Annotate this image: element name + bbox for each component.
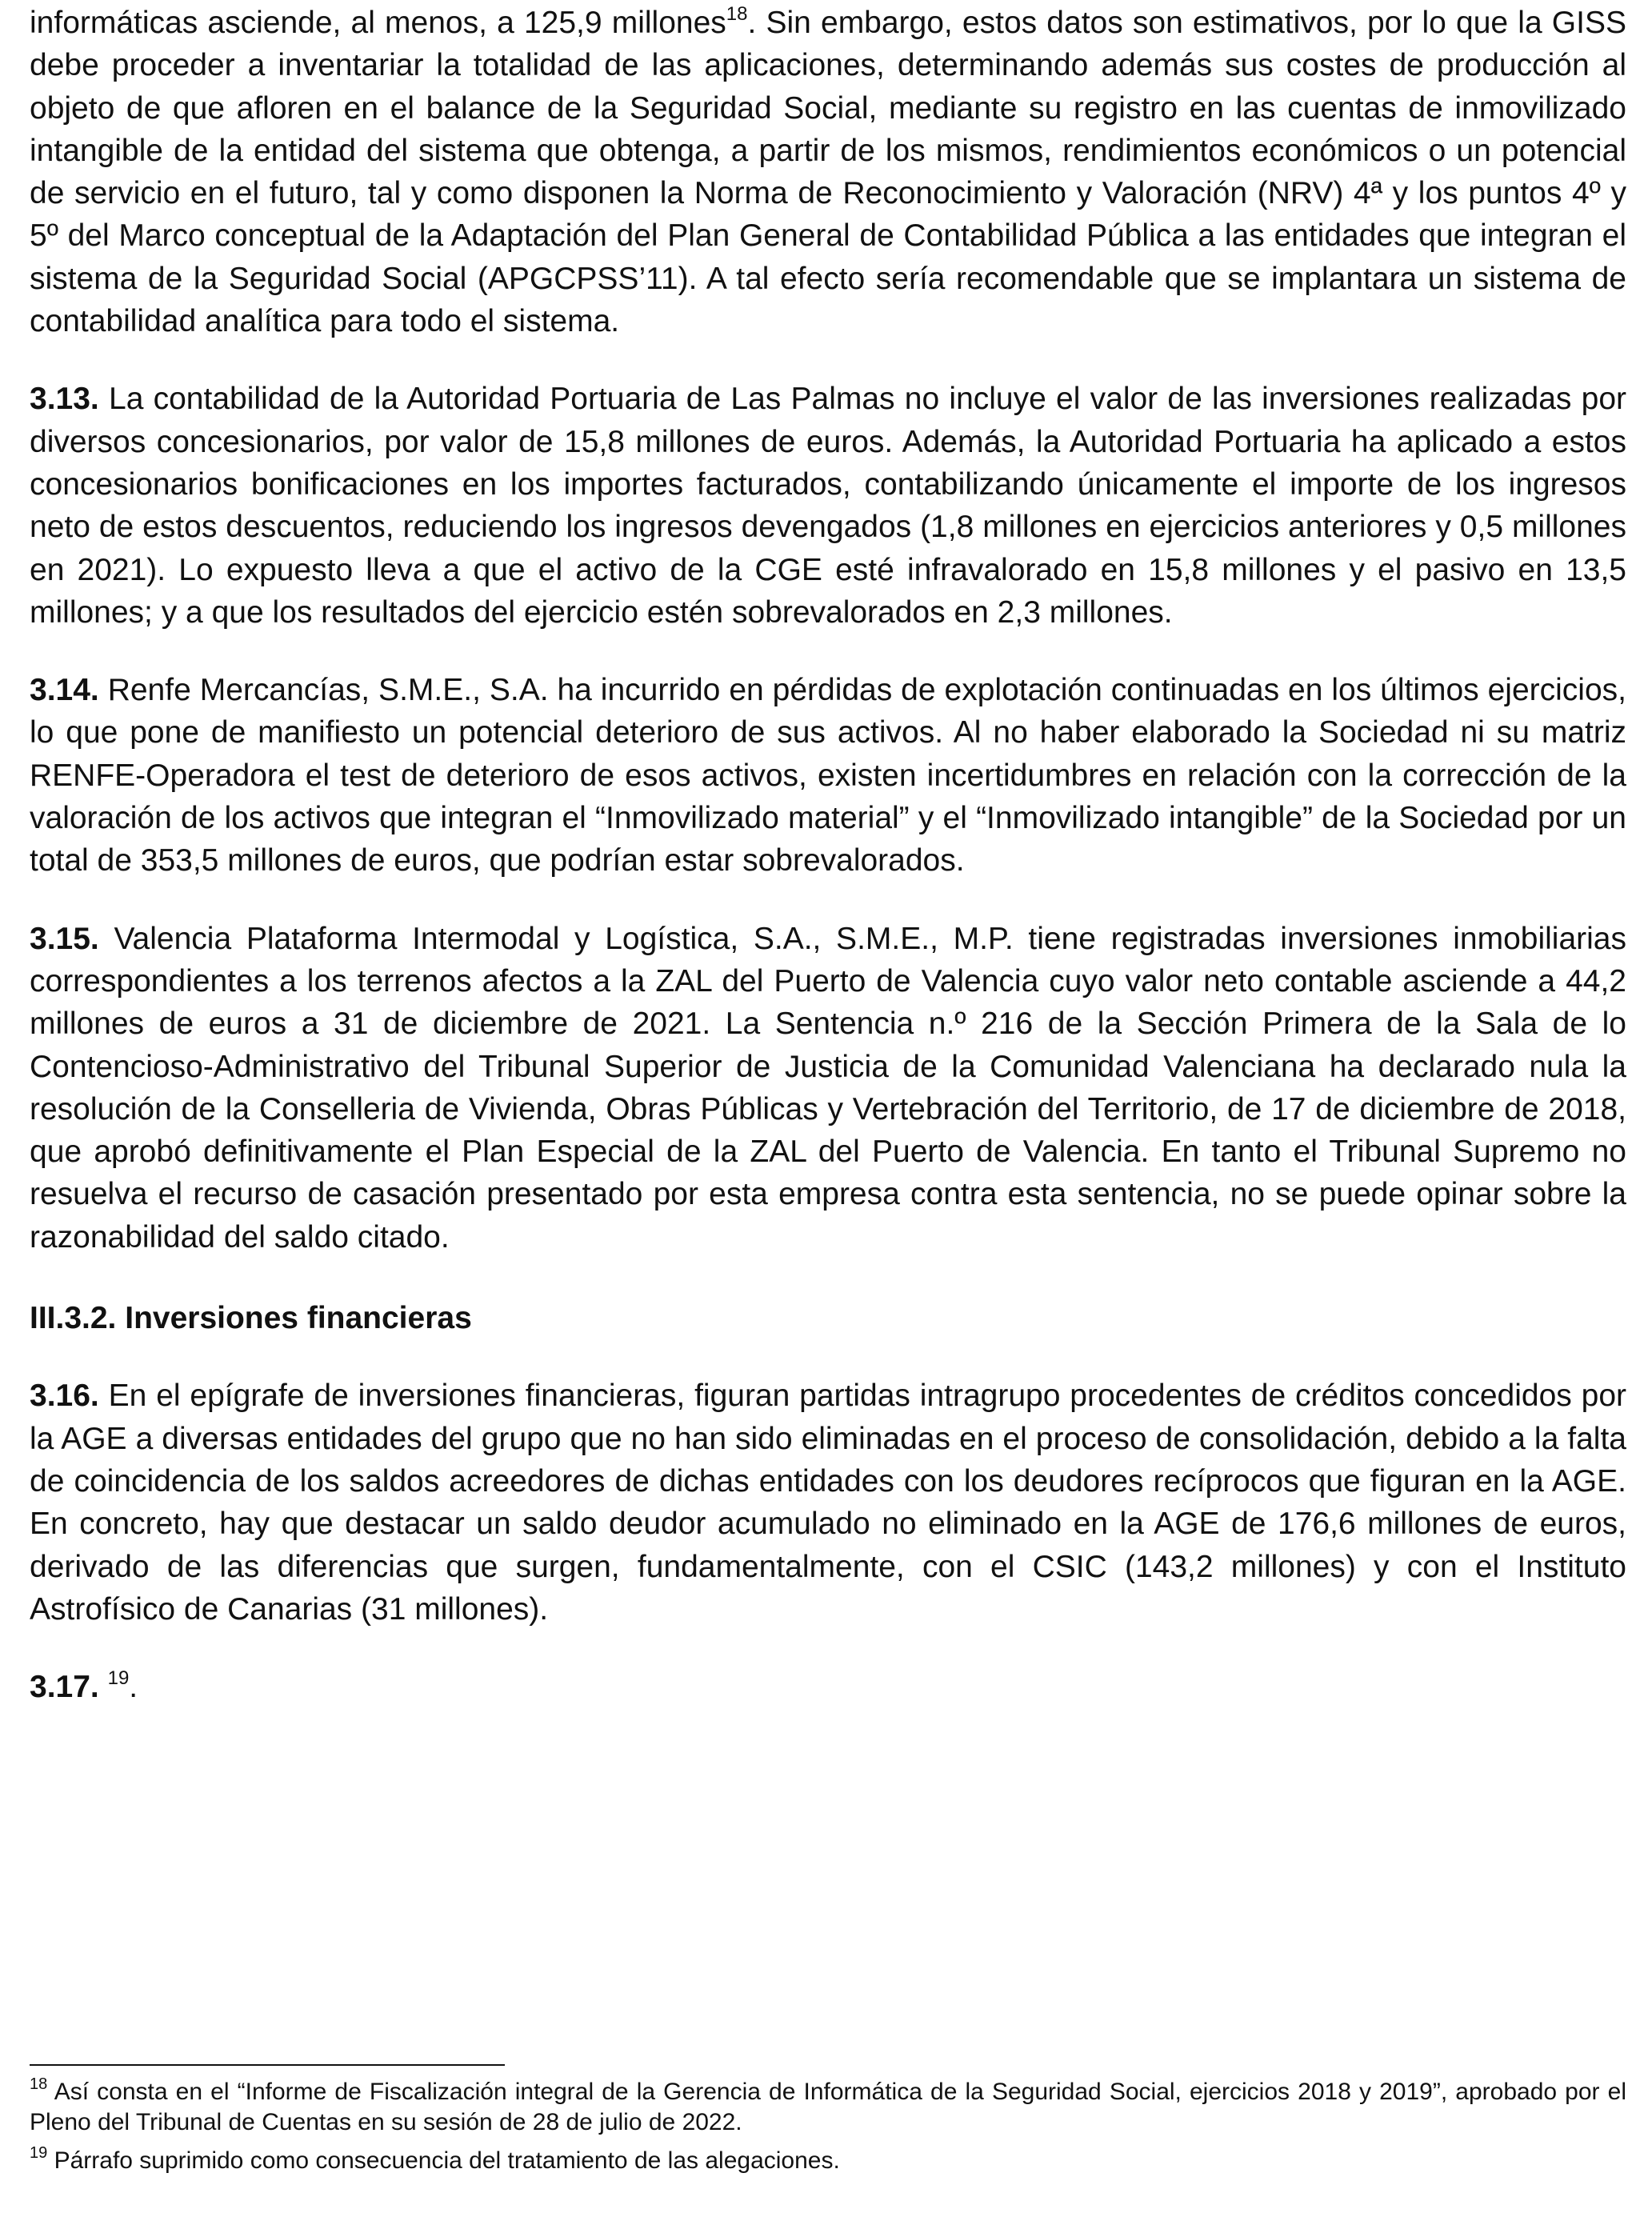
footnote-text: Párrafo suprimido como consecuencia del tratamiento de las alegaciones. (54, 2147, 840, 2174)
footnote-ref-18[interactable]: 18 (726, 3, 748, 25)
paragraph-number: 3.17. (30, 1670, 99, 1705)
paragraph-text: . (129, 1670, 138, 1705)
paragraph-3-14 (30, 669, 1626, 882)
intro-text-cont: . Sin embargo, estos datos son estimativos, por lo que la GISS debe proceder a inventariar la totalidad de las aplicaciones, determinando además sus costes de producción al objeto de que afloren en el balance de la Seguridad Social, mediante su registro en las cuentas de inmovilizado intangible de la entidad del sistema que obtenga, a partir de los mismos, rendimientos económicos o un potencial de servicio en el futuro, tal y como disponen la Norma de Reconocimiento y Valoración (NRV) 4ª y los puntos 4º y 5º del Marco conceptual de la Adaptación del Plan General de Contabilidad Pública a las entidades que integran el sistema de la Seguridad Social (APGCPSS’11). A tal efecto sería recomendable que se implantara un sistema de contabilidad analítica para todo el sistema. (30, 6, 1626, 339)
paragraph-text: Valencia Plataforma Intermodal y Logística, S.A., S.M.E., M.P. tiene registradas inversiones inmobiliarias correspondientes a los terrenos afectos a la ZAL del Puerto de Valencia cuyo valor neto contable asciende a 44,2 millones de euros a 31 de diciembre de 2021. La Sentencia n.º 216 de la Sección Primera de la Sala de lo Contencioso-Administrativo del Tribunal Superior de Justicia de la Comunidad Valenciana ha declarado nula la resolución de la Conselleria de Vivienda, Obras Públicas y Vertebración del Territorio, de 17 de diciembre de 2018, que aprobó definitivamente el Plan Especial de la ZAL del Puerto de Valencia. En tanto el Tribunal Supremo no resuelva el recurso de casación presentado por esta empresa contra esta sentencia, no se puede opinar sobre la razonabilidad del saldo citado. (30, 921, 1626, 1255)
paragraph-text: La contabilidad de la Autoridad Portuaria de Las Palmas no incluye el valor de las inversiones realizadas por diversos concesionarios, por valor de 15,8 millones de euros. Además, la Autoridad Portuaria ha aplicado a estos concesionarios bonificaciones en los importes facturados, contabilizando únicamente el importe de los ingresos neto de estos descuentos, reduciendo los ingresos devengados (1,8 millones en ejercicios anteriores y 0,5 millones en 2021). Lo expuesto lleva a que el activo de la CGE esté infravalorado en 15,8 millones y el pasivo en 13,5 millones; y a que los resultados del ejercicio estén sobrevalorados en 2,3 millones. (30, 382, 1627, 630)
footnote-text: Así consta en el “Informe de Fiscalización integral de la Gerencia de Informática de la Seguridad Social, ejercicios 2018 y 2019”, aprobado por el Pleno del Tribunal de Cuentas en su sesión de 28 de julio de 2022. (30, 2079, 1626, 2135)
footnote-separator (30, 2064, 505, 2066)
paragraph-number: 3.14. (30, 673, 99, 708)
paragraph-text: En el epígrafe de inversiones financieras, figuran partidas intragrupo procedentes de créditos concedidos por la AGE a diversas entidades del grupo que no han sido eliminadas en el proceso de consolidación, debido a la falta de coincidencia de los saldos acreedores de dichas entidades con los deudores recíprocos que figuran en la AGE. En concreto, hay que destacar un saldo deudor acumulado no eliminado en la AGE de 176,6 millones de euros, derivado de las diferencias que surgen, fundamentalmente, con el CSIC (143,2 millones) y con el Instituto Astrofísico de Canarias (31 millones). (30, 1379, 1626, 1627)
paragraph-3-13 (30, 378, 1626, 634)
paragraph-3-16 (30, 1375, 1626, 1631)
intro-text: informáticas asciende, al menos, a 125,9 millones (30, 6, 726, 40)
footnote-number: 19 (30, 2144, 48, 2162)
paragraph-3-15 (30, 918, 1626, 1259)
paragraph-number: 3.13. (30, 382, 99, 417)
paragraph-intro (30, 2, 1626, 342)
paragraph-text: Renfe Mercancías, S.M.E., S.A. ha incurrido en pérdidas de explotación continuadas en los últimos ejercicios, lo que pone de manifiesto un potencial deterioro de sus activos. Al no haber elaborado la Sociedad ni su matriz RENFE-Operadora el test de deterioro de esos activos, existen incertidumbres en relación con la corrección de la valoración de los activos que integran el “Inmovilizado material” y el “Inmovilizado intangible” de la Sociedad por un total de 353,5 millones de euros, que podrían estar sobrevalorados. (30, 673, 1626, 878)
footnote-number: 18 (30, 2075, 48, 2093)
footnote-19 (30, 2146, 1626, 2176)
footnotes (30, 2077, 1626, 2184)
footnote-18 (30, 2077, 1626, 2138)
section-heading: III.3.2. Inversiones financieras (30, 1301, 472, 1336)
footnote-ref-19[interactable]: 19 (107, 1667, 130, 1690)
paragraph-number: 3.15. (30, 921, 99, 956)
paragraph-number: 3.16. (30, 1379, 99, 1414)
paragraph-3-17 (30, 1666, 1626, 1708)
document-body (30, 2, 1626, 1708)
